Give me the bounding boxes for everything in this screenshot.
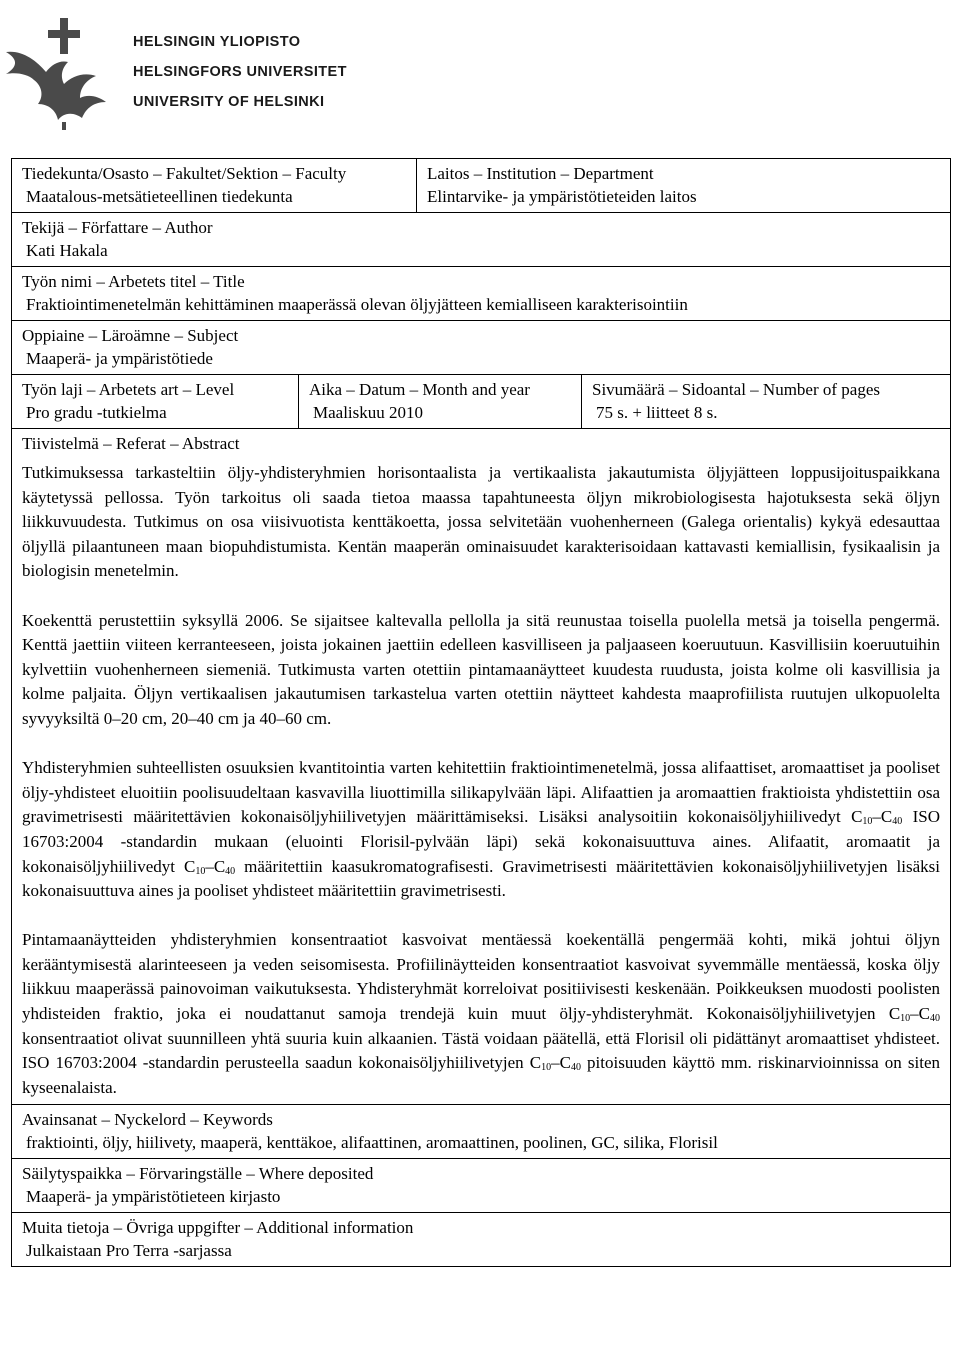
info-value: Julkaistaan Pro Terra -sarjassa: [26, 1241, 232, 1261]
department-value: Elintarvike- ja ympäristötieteiden laitos: [427, 187, 697, 206]
text-run: –C: [205, 856, 226, 876]
text-run: pitoisuuden käyttö mm. riskinarvioinnissa on siten kyseenalaista.: [22, 1053, 940, 1097]
row-author: [12, 213, 951, 267]
department-cell: [417, 159, 951, 213]
level-value: Pro gradu -tutkielma: [26, 403, 167, 422]
text-run: ISO 16703:2004 -standardin mukaan (eluointi Florisil-pylvään läpi) sekä kokonaisuuttuva aines. Alifaatit, aromaatit ja kokonaisöljyhiilivedyt C: [22, 807, 940, 876]
row-keywords: [12, 1105, 951, 1159]
level-label: Työn laji – Arbetets art – Level: [22, 380, 235, 399]
keywords-label: Avainsanat – Nyckelord – Keywords: [22, 1110, 273, 1130]
faculty-label: Tiedekunta/Osasto – Fakultet/Sektion – Faculty: [22, 164, 347, 183]
faculty-value: Maatalous-metsätieteellinen tiedekunta: [26, 187, 293, 206]
level-cell: [12, 375, 299, 429]
faculty-cell: [12, 159, 417, 213]
info-cell: [12, 1213, 951, 1267]
subscript: 10: [900, 1013, 911, 1025]
keywords-value: fraktiointi, öljy, hiilivety, maaperä, kenttäkoe, alifaattinen, aromaattinen, poolinen, GC, silika, Florisil: [26, 1133, 718, 1153]
university-name-en: UNIVERSITY OF HELSINKI: [133, 94, 325, 110]
subscript: 10: [195, 865, 206, 877]
row-info: [12, 1213, 951, 1267]
subscript: 40: [930, 1013, 940, 1025]
university-name-sv: HELSINGFORS UNIVERSITET: [133, 64, 347, 80]
pages-cell: [582, 375, 951, 429]
abstract-body: [22, 455, 940, 1100]
row-deposit: [12, 1159, 951, 1213]
date-label: Aika – Datum – Month and year: [309, 380, 530, 399]
text-run: määritettiin kaasukromatografisesti. Gravimetrisesti määritettävien kokonaisöljyhiilivetyjen lisäksi kokonaisuuttuva aines ja pooliset yhdisteet määritettiin gravimetrisesti.: [22, 856, 940, 901]
row-title: [12, 267, 951, 321]
abstract-label: Tiivistelmä – Referat – Abstract: [22, 434, 240, 453]
author-value: Kati Hakala: [26, 241, 108, 260]
subscript: 40: [225, 865, 236, 877]
page-header: [0, 0, 960, 150]
university-name-fi: HELSINGIN YLIOPISTO: [133, 34, 301, 50]
abstract-paragraph-4: [22, 928, 940, 1100]
row-meta: [12, 375, 951, 429]
subscript: 10: [541, 1062, 552, 1074]
subscript: 40: [892, 816, 903, 828]
abstract-form: [11, 158, 951, 1267]
abstract-paragraph-2: Koekenttä perustettiin syksyllä 2006. Se sijaitsee kaltevalla pellolla ja sitä reunustaa toisella puolella metsä ja toisella pengermä. Kenttä jaettiin viiteen kerranteeseen, joista jokainen jaettiin edelleen kasvilliseen ja paljaaseen koeruutuun. Kasvillisiin koeruutuihin kylvettiin vuohenherneen siemeniä. Tutkimusta varten otettiin pintamaanäytteet kuudesta ruudusta, joista kolme oli kasvillisia ja kolme paljaita. Öljyn vertikaalisen jakautumisen tarkastelua varten otettiin näytteet kahdesta maaprofiilista ruutujen ulkopuolelta syvyyksiltä 0–20 cm, 20–40 cm ja 40–60 cm.: [22, 610, 940, 728]
subscript: 10: [862, 816, 873, 828]
text-run: Pintamaanäytteiden yhdisteryhmien konsentraatiot kasvoivat mentäessä koekentällä pengermää kohti, mikä johtui öljyn kerääntymisestä alarinteeseen ja veden seisomisesta. Profiilinäytteiden konsentraatiot kasvoivat syvemmälle mentäessä, koska öljy liikkuu maaperässä painovoiman vaikutuksesta. Yhdisteryhmät korreloivat positiivisesti keskenään. Poikkeuksen muodosti poolisten yhdisteiden fraktio, joka ei noudattanut samoja trendejä kuin muut öljy-yhdisteryhmät. Kokonaisöljyhiilivetyjen C: [22, 930, 940, 1024]
title-label: Työn nimi – Arbetets titel – Title: [22, 272, 245, 291]
pages-label: Sivumäärä – Sidoantal – Number of pages: [592, 380, 880, 399]
title-value: Fraktiointimenetelmän kehittäminen maaperässä olevan öljyjätteen kemialliseen karakterisointiin: [26, 295, 688, 314]
abstract-cell: [12, 429, 951, 1105]
deposit-value: Maaperä- ja ympäristötieteen kirjasto: [26, 1187, 281, 1207]
subscript: 40: [570, 1062, 581, 1074]
department-label: Laitos – Institution – Department: [427, 164, 654, 183]
keywords-cell: [12, 1105, 951, 1159]
row-abstract: [12, 429, 951, 1105]
text-run: konsentraatiot olivat suunnilleen yhtä suuria kuin alkaanien. Tästä voidaan päätellä, että Florisil oli pidättänyt aromaattiset yhdisteet. ISO 16703:2004 -standardin perusteella saadun kokonaisöljyhiilivetyjen C: [22, 1028, 940, 1073]
subject-cell: [12, 321, 951, 375]
abstract-paragraph-1: Tutkimuksessa tarkasteltiin öljy-yhdisteryhmien horisontaalista ja vertikaalista jakautumista öljyjätteen loppusijoituspaikkana käytetyssä pellossa. Työn tarkoitus oli saada tietoa maassa tapahtuneesta öljyn mikrobiologisesta hajotuksesta sekä öljyn liikkuvuudesta. Tutkimus on osa viisivuotista kenttäkoetta, jossa selvitetään vuohenherneen (Galega orientalis) kykyä edesauttaa öljyllä pilaantuneen maan biopuhdistumista. Kentän maaperän ominaisuudet karakterisoidaan kattavasti kemiallisin, fysikaalisin ja biologisin menetelmin.: [22, 463, 940, 581]
flame-emblem-icon: [2, 10, 120, 130]
deposit-label: Säilytyspaikka – Förvaringställe – Where deposited: [22, 1164, 374, 1184]
title-cell: [12, 267, 951, 321]
date-value: Maaliskuu 2010: [313, 403, 424, 422]
text-run: Yhdisteryhmien suhteellisten osuuksien kvantitointia varten kehitettiin fraktiointimenetelmä, jossa alifaattiset, aromaattiset ja pooliset öljy-yhdisteet eluoitiin poolisuudeltaan kasvavilla liuottimilla silikapylvään läpi. Alifaattien ja aromaattien fraktioista yhdistettiin osa gravimetrisesti määritettävien kokonaisöljyhiilivetyjen määrittämiseksi. Lisäksi analysoitiin kokonaisöljyhiilivedyt C: [22, 758, 940, 827]
university-names: [133, 27, 347, 117]
row-subject: [12, 321, 951, 375]
text-run: –C: [872, 807, 893, 827]
abstract-paragraph-3: [22, 756, 940, 904]
deposit-cell: [12, 1159, 951, 1213]
author-label: Tekijä – Författare – Author: [22, 218, 213, 237]
author-cell: [12, 213, 951, 267]
subject-value: Maaperä- ja ympäristötiede: [26, 349, 213, 368]
row-faculty: [12, 159, 951, 213]
subject-label: Oppiaine – Läroämne – Subject: [22, 326, 239, 345]
info-label: Muita tietoja – Övriga uppgifter – Additional information: [22, 1218, 414, 1238]
pages-value: 75 s. + liitteet 8 s.: [596, 403, 718, 422]
text-run: –C: [910, 1004, 930, 1024]
text-run: –C: [551, 1053, 571, 1073]
date-cell: [299, 375, 582, 429]
